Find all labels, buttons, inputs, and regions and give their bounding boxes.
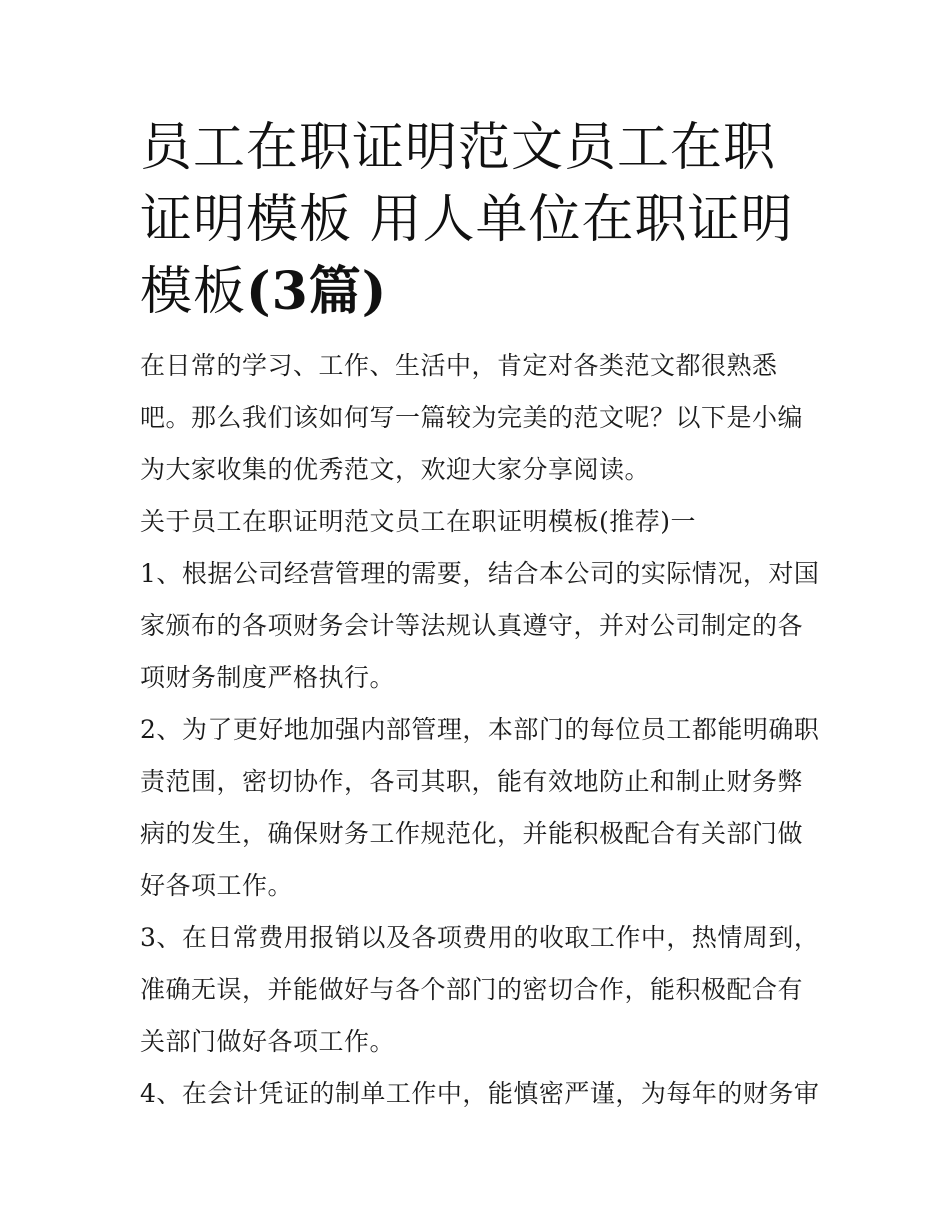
list-item-4: 4、在会计凭证的制单工作中，能慎密严谨，为每年的财务审 xyxy=(140,1079,820,1108)
document-title xyxy=(140,112,820,328)
section-heading: 关于员工在职证明范文员工在职证明模板(推荐)一 xyxy=(140,507,697,536)
list-item-3: 3、在日常费用报销以及各项费用的收取工作中，热情周到，准确无误，并能做好与各个部门的密切合作，能积极配合有关部门做好各项工作。 xyxy=(140,923,820,1056)
title-main: 员工在职证明范文员工在职证明模板 用人单位在职证明模板 xyxy=(140,118,794,322)
list-item-2: 2、为了更好地加强内部管理，本部门的每位员工都能明确职责范围，密切协作，各司其职，能有效地防止和制止财务弊病的发生，确保财务工作规范化，并能积极配合有关部门做好各项工作。 xyxy=(140,715,820,900)
document-body xyxy=(140,112,820,1120)
title-suffix: (3篇) xyxy=(246,261,388,322)
intro-paragraph: 在日常的学习、工作、生活中，肯定对各类范文都很熟悉吧。那么我们该如何写一篇较为完美的范文呢？以下是小编为大家收集的优秀范文，欢迎大家分享阅读。 xyxy=(140,351,804,484)
list-item-1: 1、根据公司经营管理的需要，结合本公司的实际情况，对国家颁布的各项财务会计等法规认真遵守，并对公司制定的各项财务制度严格执行。 xyxy=(140,559,820,692)
